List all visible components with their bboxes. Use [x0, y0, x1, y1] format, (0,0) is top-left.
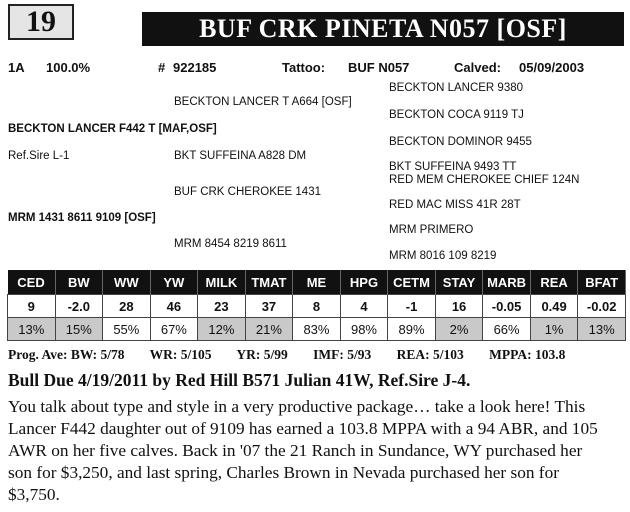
- epd-percentile: 66%: [483, 318, 531, 341]
- description-line: AWR on her five calves. Back in '07 the 21 Ranch in Sundance, WY purchased her: [8, 441, 583, 460]
- epd-header: MILK: [198, 270, 246, 295]
- epd-value: -1: [388, 295, 436, 318]
- epd-header: HPG: [340, 270, 388, 295]
- epd-value: 8: [293, 295, 341, 318]
- dam-sire-dam: RED MAC MISS 41R 28T: [389, 199, 521, 211]
- registration-number: 922185: [173, 60, 217, 75]
- animal-name-banner: [142, 12, 624, 46]
- dam-sire-sire: RED MEM CHEROKEE CHIEF 124N: [389, 174, 580, 186]
- epd-header: MARB: [483, 270, 531, 295]
- epd-percentile: 15%: [55, 318, 103, 341]
- description-line: $3,750.: [8, 485, 60, 504]
- description-line: Lancer F442 daughter out of 9109 has earned a 103.8 MPPA with a 94 ABR, and 105: [8, 419, 598, 438]
- epd-percentile: 21%: [245, 318, 293, 341]
- progeny-bw: Prog. Ave: BW: 5/78: [8, 347, 125, 362]
- tattoo-label: Tattoo:: [282, 60, 326, 75]
- epd-header: BW: [55, 270, 103, 295]
- epd-percentile: 13%: [578, 318, 626, 341]
- epd-value: 0.49: [530, 295, 578, 318]
- epd-percentile: 98%: [340, 318, 388, 341]
- bull-due-line: Bull Due 4/19/2011 by Red Hill B571 Julian 41W, Ref.Sire J-4.: [8, 370, 471, 390]
- calved-date: 05/09/2003: [519, 60, 585, 75]
- epd-value: 23: [198, 295, 246, 318]
- sire-dam-dam: BKT SUFFEINA 9493 TT: [389, 161, 517, 173]
- lot-number-box: [8, 4, 74, 40]
- epd-value: -2.0: [55, 295, 103, 318]
- dam-sire: BUF CRK CHEROKEE 1431: [174, 186, 321, 198]
- lot-number: 19: [26, 5, 56, 38]
- sire-sire-sire: BECKTON LANCER 9380: [389, 82, 524, 94]
- epd-value: 28: [103, 295, 151, 318]
- sire-sire-dam: BECKTON COCA 9119 TJ: [389, 109, 524, 121]
- progeny-rea: REA: 5/103: [396, 347, 464, 362]
- epd-header: CED: [8, 270, 56, 295]
- progeny-mppa: MPPA: 103.8: [489, 347, 566, 362]
- epd-header: WW: [103, 270, 151, 295]
- epd-value: -0.05: [483, 295, 531, 318]
- reg-prefix: #: [158, 60, 166, 75]
- sire-dam-sire: BECKTON DOMINOR 9455: [389, 136, 532, 148]
- description-line: son for $3,250, and last spring, Charles Brown in Nevada purchased her son for: [8, 463, 559, 482]
- epd-value: 16: [435, 295, 483, 318]
- epd-header: REA: [530, 270, 578, 295]
- epd-value: 37: [245, 295, 293, 318]
- dam: MRM 1431 8611 9109 [OSF]: [8, 212, 156, 224]
- epd-header-row: [8, 270, 626, 295]
- dam-dam: MRM 8454 8219 8611: [174, 238, 287, 250]
- sire: BECKTON LANCER F442 T [MAF,OSF]: [8, 123, 217, 135]
- epd-value: 9: [8, 295, 56, 318]
- dam-dam-dam: MRM 8016 109 8219: [389, 250, 497, 262]
- percent-blood: 100.0%: [46, 60, 91, 75]
- calved-label: Calved:: [454, 60, 501, 75]
- description-line: You talk about type and style in a very productive package… take a look here! This: [8, 397, 586, 416]
- description: [8, 396, 626, 506]
- progeny-yr: YR: 5/99: [236, 347, 288, 362]
- epd-header: ME: [293, 270, 341, 295]
- progeny-wr: WR: 5/105: [149, 347, 212, 362]
- progeny-summary: [8, 347, 587, 363]
- epd-header: TMAT: [245, 270, 293, 295]
- epd-header: BFAT: [578, 270, 626, 295]
- id-code: 1A: [8, 60, 25, 75]
- dam-dam-sire: MRM PRIMERO: [389, 224, 474, 236]
- epd-table: [7, 270, 626, 341]
- progeny-imf: IMF: 5/93: [313, 347, 372, 362]
- tattoo-value: BUF N057: [348, 60, 410, 75]
- epd-percentile: 67%: [150, 318, 198, 341]
- epd-percentile: 1%: [530, 318, 578, 341]
- epd-value-row: [8, 295, 626, 318]
- epd-percentile: 89%: [388, 318, 436, 341]
- epd-percentile: 55%: [103, 318, 151, 341]
- epd-header: CETM: [388, 270, 436, 295]
- sire-dam: BKT SUFFEINA A828 DM: [174, 150, 307, 162]
- sire-sire: BECKTON LANCER T A664 [OSF]: [174, 96, 352, 108]
- epd-percentile: 12%: [198, 318, 246, 341]
- epd-value: -0.02: [578, 295, 626, 318]
- epd-percentile: 83%: [293, 318, 341, 341]
- epd-value: 46: [150, 295, 198, 318]
- sire-reference-note: Ref.Sire L-1: [8, 150, 70, 162]
- epd-header: STAY: [435, 270, 483, 295]
- animal-name: BUF CRK PINETA N057 [OSF]: [199, 14, 567, 43]
- epd-percentile: 13%: [8, 318, 56, 341]
- epd-percentile-row: [8, 318, 626, 341]
- epd-header: YW: [150, 270, 198, 295]
- epd-percentile: 2%: [435, 318, 483, 341]
- epd-value: 4: [340, 295, 388, 318]
